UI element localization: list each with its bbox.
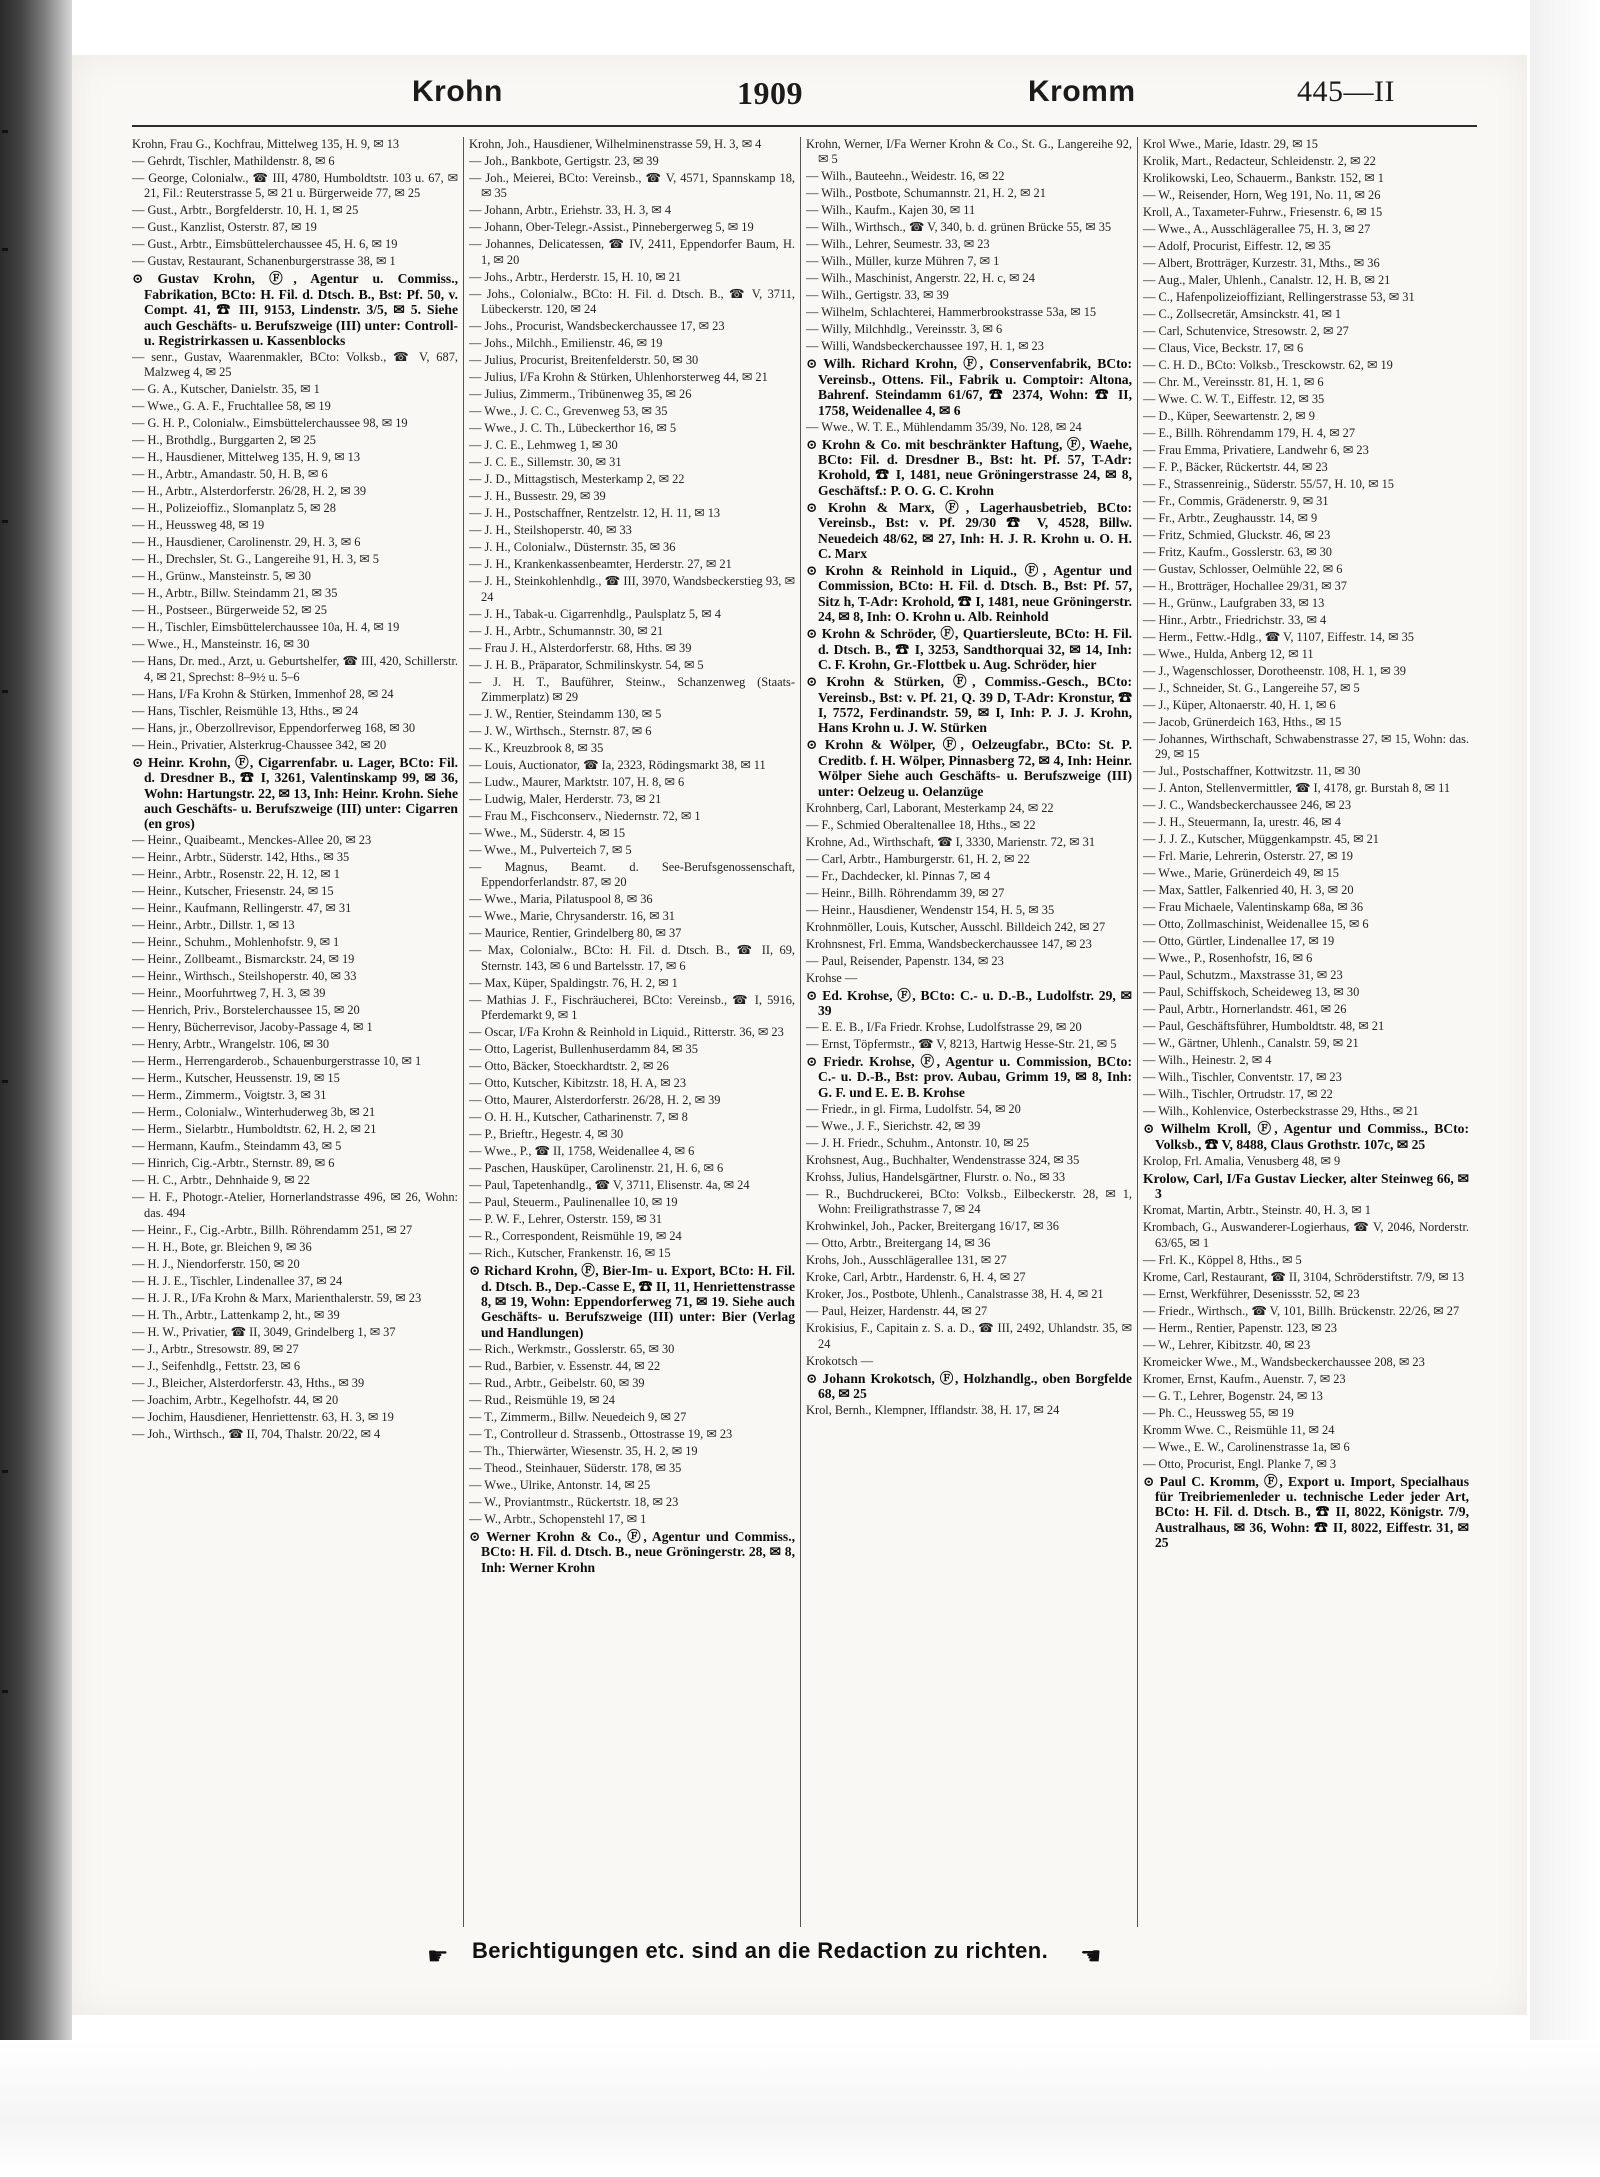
directory-entry: — Ernst, Werkführer, Desenissstr. 52, ✉ 23: [1143, 1286, 1360, 1301]
directory-entry: — Carl, Arbtr., Hamburgerstr. 61, H. 2, ✉ 22: [806, 851, 1030, 866]
directory-entry: — Wwe., M., Süderstr. 4, ✉ 15: [469, 826, 626, 841]
directory-entry: — Gust., Arbtr., Borgfelderstr. 10, H. 1, ✉ 25: [132, 203, 359, 218]
directory-entry: — Wwe., A., Ausschlägerallee 75, H. 3, ✉ 27: [1143, 222, 1371, 236]
firm-entry: ⊙ Paul C. Kromm, Ⓕ, Export u. Import, Specialhaus für Treibriemenleder u. technische Leder jeder Art, BCto: H. Fil. d. Dtsch. B., ☎ II, 8022, Königstr. 7/9, Australhaus, ✉ 36, Wohn: ☎ II, 8022, Eiffestr. 31, ✉ 25: [1143, 1473, 1469, 1551]
directory-entry: — Rud., Barbier, v. Essenstr. 44, ✉ 22: [469, 1358, 661, 1373]
directory-entry: — J. H., Bussestr. 29, ✉ 39: [469, 489, 606, 504]
directory-entry: — E., Billh. Röhrendamm 179, H. 4, ✉ 27: [1143, 426, 1356, 440]
directory-entry: — Wilh., Müller, kurze Mühren 7, ✉ 1: [806, 254, 1000, 269]
directory-entry: — Johannes, Wirthschaft, Schwabenstrasse 27, ✉ 15, Wohn: das. 29, ✉ 15: [1143, 732, 1469, 762]
directory-page: [72, 55, 1527, 2015]
directory-entry: Kromm Wwe. C., Reismühle 11, ✉ 24: [1143, 1422, 1335, 1437]
directory-entry: — F., Strassenreinig., Süderstr. 55/57, H. 10, ✉ 15: [1143, 477, 1394, 491]
directory-entry: — J. H. B., Präparator, Schmilinskystr. 54, ✉ 5: [469, 657, 704, 672]
directory-entry: — Paul, Tapetenhandlg., ☎ V, 3711, Elisenstr. 4a, ✉ 24: [469, 1178, 750, 1193]
directory-entry: Krome, Carl, Restaurant, ☎ II, 3104, Schröderstiftstr. 7/9, ✉ 13: [1143, 1269, 1465, 1284]
directory-entry: — Julius, I/Fa Krohn & Stürken, Uhlenhorsterweg 44, ✉ 21: [469, 370, 768, 385]
binding-mark: [2, 520, 8, 523]
directory-entry: Krohse —: [806, 970, 858, 985]
directory-entry: Kromer, Ernst, Kaufm., Auenstr. 7, ✉ 23: [1143, 1371, 1346, 1386]
directory-entry: — Ernst, Töpfermstr., ☎ V, 8213, Hartwig Hesse-Str. 21, ✉ 5: [806, 1036, 1117, 1051]
directory-entry: — Ludwig, Maler, Herderstr. 73, ✉ 21: [469, 792, 662, 807]
directory-entry: — H., Hausdiener, Carolinenstr. 29, H. 3, ✉ 6: [132, 535, 361, 550]
directory-entry: — J. W., Rentier, Steindamm 130, ✉ 5: [469, 707, 662, 722]
directory-entry: — Heinr., Arbtr., Süderstr. 142, Hths., ✉ 35: [132, 850, 350, 865]
directory-entry: Krombach, G., Auswanderer-Logierhaus, ☎ V, 2046, Norderstr. 63/65, ✉ 1: [1143, 1220, 1469, 1250]
directory-entry: — Wwe., P., ☎ II, 1758, Weidenallee 4, ✉ 6: [469, 1144, 695, 1159]
directory-entry: Krolikowski, Leo, Schauerm., Bankstr. 152, ✉ 1: [1143, 171, 1384, 185]
directory-entry: — Frau Emma, Privatiere, Landwehr 6, ✉ 23: [1143, 443, 1369, 457]
directory-entry: — Henry, Arbtr., Wrangelstr. 106, ✉ 30: [132, 1037, 330, 1052]
directory-entry: — J. H., Krankenkassenbeamter, Herderstr. 27, ✉ 21: [469, 557, 732, 572]
directory-entry: Krohs, Joh., Ausschlägerallee 131, ✉ 27: [806, 1253, 1007, 1268]
directory-columns: [132, 137, 1477, 1927]
directory-entry: — H. J., Niendorferstr. 150, ✉ 20: [132, 1256, 300, 1271]
firm-entry: ⊙ Krohn & Wölper, Ⓕ, Oelzeugfabr., BCto: St. P. Creditb. f. H. Wölper, Pinnasberg 72, ✉ 4, Inh: Heinr. Wölper Siehe auch Geschäfts- u. Berufszweige (III) unter: Oelzeug u. Oelanzüge: [806, 737, 1132, 799]
directory-entry: — Joh., Bankbote, Gertigstr. 23, ✉ 39: [469, 154, 659, 168]
firm-entry: ⊙ Ed. Krohse, Ⓕ, BCto: C.- u. D.-B., Ludolfstr. 29, ✉ 39: [806, 987, 1132, 1018]
directory-entry: — G. T., Lehrer, Bogenstr. 24, ✉ 13: [1143, 1388, 1323, 1403]
header-year: 1909: [737, 75, 803, 111]
page-number: 445—II: [1297, 75, 1395, 108]
directory-entry: — Herm., Sielarbtr., Humboldtstr. 62, H. 2, ✉ 21: [132, 1122, 377, 1137]
column-divider: [463, 137, 464, 1927]
directory-entry: — Wilh., Kaufm., Kajen 30, ✉ 11: [806, 203, 976, 218]
directory-entry: — Paschen, Hausküper, Carolinenstr. 21, H. 6, ✉ 6: [469, 1161, 724, 1176]
directory-entry: — J. Anton, Stellenvermittler, ☎ I, 4178, gr. Burstah 8, ✉ 11: [1143, 781, 1451, 796]
directory-entry: — Fr., Arbtr., Zeughausstr. 14, ✉ 9: [1143, 511, 1318, 525]
directory-entry: — G. H. P., Colonialw., Eimsbüttelerchaussee 98, ✉ 19: [132, 416, 408, 431]
firm-entry: ⊙ Johann Krokotsch, Ⓕ, Holzhandlg., oben Borgfelde 68, ✉ 25: [806, 1370, 1132, 1401]
directory-entry: — Wilh., Kohlenvice, Osterbeckstrasse 29, Hths., ✉ 21: [1143, 1104, 1419, 1119]
directory-entry: — Hein., Privatier, Alsterkrug-Chaussee 342, ✉ 20: [132, 737, 387, 752]
firm-entry: ⊙ Wilh. Richard Krohn, Ⓕ, Conservenfabrik, BCto: Vereinsb., Ottens. Fil., Fabrik u. Comptoir: Altona, Bahrenf. Steindamm 61/67, ☎ 2374, Wohn: ☎ II, 1758, Weidenallee 4, ✉ 6: [806, 356, 1132, 418]
directory-entry: — R., Correspondent, Reismühle 19, ✉ 24: [469, 1229, 682, 1244]
directory-entry: Krohnmöller, Louis, Kutscher, Ausschl. Billdeich 242, ✉ 27: [806, 919, 1106, 934]
directory-entry: — Gust., Arbtr., Eimsbüttelerchaussee 45, H. 6, ✉ 19: [132, 237, 398, 252]
directory-entry: — W., Lehrer, Kibitzstr. 40, ✉ 23: [1143, 1337, 1311, 1352]
header-rule: [132, 125, 1477, 127]
directory-entry: — Heinr., Billh. Röhrendamm 39, ✉ 27: [806, 885, 1005, 900]
firm-entry: ⊙ Krohn & Schröder, Ⓕ, Quartiersleute, BCto: H. Fil. d. Dtsch. B., ☎ I, 3253, Sandthorquai 32, ✉ 14, Inh: C. F. Krohn, Gr.-Flottbek u. Aug. Schröder, hier: [806, 626, 1132, 673]
directory-entry: — Herm., Zimmerm., Voigtstr. 3, ✉ 31: [132, 1088, 327, 1103]
directory-column-3: [806, 137, 1132, 1927]
footer-notice: Berichtigungen etc. sind an die Redaction zu richten.: [472, 1938, 1049, 1963]
directory-entry: — Wwe., Maria, Pilatuspool 8, ✉ 36: [469, 892, 653, 907]
directory-entry: — J. J. Z., Kutscher, Müggenkampstr. 45, ✉ 21: [1143, 832, 1379, 847]
directory-entry: — Otto, Gürtler, Lindenallee 17, ✉ 19: [1143, 934, 1335, 949]
binding-mark: [2, 1470, 8, 1473]
directory-entry: — H., Heussweg 48, ✉ 19: [132, 518, 265, 533]
directory-entry: — Julius, Zimmerm., Tribünenweg 35, ✉ 26: [469, 387, 692, 402]
directory-entry: — Fritz, Kaufm., Gosslerstr. 63, ✉ 30: [1143, 545, 1332, 559]
directory-entry: — Wwe., Ulrike, Antonstr. 14, ✉ 25: [469, 1477, 651, 1492]
directory-entry: Krokotsch —: [806, 1353, 874, 1368]
directory-entry: — W., Gärtner, Uhlenh., Canalstr. 59, ✉ 21: [1143, 1036, 1359, 1051]
directory-entry: — C., Zollsecretär, Amsinckstr. 41, ✉ 1: [1143, 307, 1342, 321]
scan-binding-edge: [0, 0, 72, 2177]
directory-entry: Krol, Bernh., Klempner, Ifflandstr. 38, H. 17, ✉ 24: [806, 1402, 1060, 1417]
directory-entry: — Heinr., Schuhm., Mohlenhofstr. 9, ✉ 1: [132, 935, 340, 950]
directory-entry: — Ludw., Maurer, Marktstr. 107, H. 8, ✉ 6: [469, 775, 685, 790]
directory-entry: — Hermann, Kaufm., Steindamm 43, ✉ 5: [132, 1139, 342, 1154]
directory-entry: — Hinrich, Cig.-Arbtr., Sternstr. 89, ✉ 6: [132, 1156, 335, 1171]
directory-entry: — Paul, Schutzm., Maxstrasse 31, ✉ 23: [1143, 968, 1343, 983]
directory-entry: — Fr., Commis, Grädenerstr. 9, ✉ 31: [1143, 494, 1329, 508]
directory-entry: Krohn, Frau G., Kochfrau, Mittelweg 135, H. 9, ✉ 13: [132, 137, 400, 151]
directory-entry: — F., Schmied Oberaltenallee 18, Hths., ✉ 22: [806, 817, 1036, 832]
directory-entry: — R., Buchdruckerei, BCto: Volksb., Eilbeckerstr. 28, ✉ 1, Wohn: Freiligrathstrasse 7, ✉ 24: [806, 1186, 1132, 1217]
directory-entry: — Gustav, Schlosser, Oelmühle 22, ✉ 6: [1143, 562, 1343, 576]
directory-entry: — Johs., Colonialw., BCto: H. Fil. d. Dtsch. B., ☎ V, 3711, Lübeckerstr. 120, ✉ 24: [469, 286, 795, 317]
directory-entry: — C., Hafenpolizeioffiziant, Rellingerstrasse 53, ✉ 31: [1143, 290, 1415, 304]
directory-entry: — Willi, Wandsbeckerchaussee 197, H. 1, ✉ 23: [806, 339, 1044, 354]
directory-entry: — Adolf, Procurist, Eiffestr. 12, ✉ 35: [1143, 239, 1331, 253]
directory-entry: — Aug., Maler, Uhlenh., Canalstr. 12, H. B, ✉ 21: [1143, 273, 1391, 287]
directory-entry: — H., Grünw., Laufgraben 33, ✉ 13: [1143, 596, 1325, 610]
directory-entry: — J. H. T., Bauführer, Steinw., Schanzenweg (Staats-Zimmerplatz) ✉ 29: [469, 674, 795, 705]
binding-mark: [2, 1080, 8, 1083]
directory-entry: — J. H., Tabak-u. Cigarrenhdlg., Paulsplatz 5, ✉ 4: [469, 606, 721, 621]
directory-entry: — Frl. K., Köppel 8, Hths., ✉ 5: [1143, 1252, 1302, 1267]
directory-entry: — C. H. D., BCto: Volksb., Tresckowstr. 62, ✉ 19: [1143, 358, 1393, 372]
binding-mark: [2, 1690, 8, 1693]
directory-entry: — Heinr., F., Cig.-Arbtr., Billh. Röhrendamm 251, ✉ 27: [132, 1222, 413, 1237]
directory-entry: Krohwinkel, Joh., Packer, Breitergang 16/17, ✉ 36: [806, 1219, 1059, 1234]
directory-entry: — Wwe., J. C. Th., Lübeckerthor 16, ✉ 5: [469, 421, 677, 436]
directory-entry: — J., Küper, Altonaerstr. 40, H. 1, ✉ 6: [1143, 698, 1336, 712]
directory-entry: — Willy, Milchhdlg., Vereinsstr. 3, ✉ 6: [806, 322, 1003, 337]
pointing-hand-right-icon: ☛: [427, 1942, 449, 1970]
directory-entry: — Jacob, Grünerdeich 163, Hths., ✉ 15: [1143, 715, 1342, 729]
directory-entry: — Heinr., Zollbeamt., Bismarckstr. 24, ✉ 19: [132, 952, 355, 967]
directory-entry: — J., Wagenschlosser, Dorotheenstr. 108, H. 1, ✉ 39: [1143, 664, 1406, 678]
directory-entry: — O. H. H., Kutscher, Catharinenstr. 7, ✉ 8: [469, 1110, 688, 1125]
firm-entry: Krolow, Carl, I/Fa Gustav Liecker, alter Steinweg 66, ✉ 3: [1143, 1170, 1469, 1202]
directory-entry: — W., Arbtr., Schopenstehl 17, ✉ 1: [469, 1511, 647, 1526]
directory-entry: — J. H., Steuermann, Ia, urestr. 46, ✉ 4: [1143, 815, 1341, 830]
directory-entry: — Rich., Kutscher, Frankenstr. 16, ✉ 15: [469, 1246, 671, 1261]
directory-entry: — Oscar, I/Fa Krohn & Reinhold in Liquid., Ritterstr. 36, ✉ 23: [469, 1025, 784, 1040]
directory-entry: — Wilh., Tischler, Conventstr. 17, ✉ 23: [1143, 1070, 1342, 1085]
directory-entry: — Julius, Procurist, Breitenfelderstr. 50, ✉ 30: [469, 353, 699, 368]
directory-entry: — Heinr., Kutscher, Friesenstr. 24, ✉ 15: [132, 884, 334, 899]
directory-entry: — Frau J. H., Alsterdorferstr. 68, Hths. ✉ 39: [469, 640, 692, 655]
directory-entry: — J. H., Postschaffner, Rentzelstr. 12, H. 11, ✉ 13: [469, 506, 721, 521]
directory-entry: — Wwe. C. W. T., Eiffestr. 12, ✉ 35: [1143, 392, 1325, 406]
directory-entry: — H., Hausdiener, Mittelweg 135, H. 9, ✉ 13: [132, 450, 361, 465]
directory-entry: — Rud., Arbtr., Geibelstr. 60, ✉ 39: [469, 1375, 645, 1390]
directory-entry: — J., Schneider, St. G., Langereihe 57, ✉ 5: [1143, 681, 1360, 695]
directory-entry: — Johs., Arbtr., Herderstr. 15, H. 10, ✉ 21: [469, 269, 682, 284]
directory-entry: — Heinr., Wirthsch., Steilshoperstr. 40, ✉ 33: [132, 969, 357, 984]
directory-entry: — H., Grünw., Mansteinstr. 5, ✉ 30: [132, 569, 311, 584]
firm-entry: ⊙ Krohn & Marx, Ⓕ, Lagerhausbetrieb, BCto: Vereinsb., Bst: v. Pf. 29/30 ☎ V, 4528, Billw. Neuedeich 48/62, ✉ 27, Inh: H. J. R. Krohn u. O. H. C. Marx: [806, 499, 1132, 562]
firm-entry: ⊙ Krohn & Reinhold in Liquid., Ⓕ, Agentur und Commission, BCto: H. Fil. d. Dtsch. B., Bst: Pf. 57, Sitz h, T-Adr: Krohold, ☎ I, 1481, neue Gröningerstr. 24, ✉ 8, Inh: O. Krohn u. Alb. Reinhold: [806, 563, 1132, 625]
binding-mark: [2, 130, 8, 133]
directory-entry: — Wilhelm, Schlachterei, Hammerbrookstrasse 53a, ✉ 15: [806, 305, 1097, 320]
directory-entry: — H. J. E., Tischler, Lindenallee 37, ✉ 24: [132, 1273, 343, 1288]
directory-entry: Krohnberg, Carl, Laborant, Mesterkamp 24, ✉ 22: [806, 800, 1054, 815]
column-divider: [1137, 137, 1138, 1927]
page-header: [72, 75, 1527, 119]
directory-entry: — Joh., Meierei, BCto: Vereinsb., ☎ V, 4571, Spannskamp 18, ✉ 35: [469, 171, 795, 201]
directory-entry: — Max, Küper, Spaldingstr. 76, H. 2, ✉ 1: [469, 975, 678, 990]
directory-entry: — F. P., Bäcker, Rückertstr. 44, ✉ 23: [1143, 460, 1328, 474]
directory-entry: — Otto, Zollmaschinist, Weidenallee 15, ✉ 6: [1143, 917, 1369, 932]
directory-entry: — Herm., Herrengarderob., Schauenburgerstrasse 10, ✉ 1: [132, 1054, 422, 1069]
directory-entry: — J. H. Friedr., Schuhm., Antonstr. 10, ✉ 25: [806, 1135, 1030, 1150]
firm-entry: ⊙ Krohn & Stürken, Ⓕ, Commiss.-Gesch., BCto: Vereinsb., Bst: v. Pf. 21, Q. 39 D, T-Adr: Kronstur, ☎ I, 7572, Ferdinandstr. 59, ✉ I, Inh: P. J. J. Krohn, Hans Krohn u. J. W. Stürken: [806, 674, 1132, 736]
directory-entry: — Chr. M., Vereinsstr. 81, H. 1, ✉ 6: [1143, 375, 1324, 389]
directory-entry: — J. C., Wandsbeckerchaussee 246, ✉ 23: [1143, 798, 1352, 813]
directory-entry: — Frau M., Fischconserv., Niedernstr. 72, ✉ 1: [469, 809, 701, 824]
directory-entry: — H. Th., Arbtr., Lattenkamp 2, ht., ✉ 39: [132, 1307, 340, 1322]
directory-entry: Krol Wwe., Marie, Idastr. 29, ✉ 15: [1143, 137, 1318, 151]
directory-entry: — Hinr., Arbtr., Friedrichstr. 33, ✉ 4: [1143, 613, 1327, 627]
directory-entry: — J. H., Arbtr., Schumannstr. 30, ✉ 21: [469, 623, 664, 638]
directory-entry: — Henrich, Priv., Borstelerchaussee 15, ✉ 20: [132, 1003, 360, 1018]
directory-entry: — Hans, Dr. med., Arzt, u. Geburtshelfer, ☎ III, 420, Schillerstr. 4, ✉ 21, Sprechst: 8–9½ u. 5–6: [132, 654, 458, 684]
directory-entry: — H. H., Bote, gr. Bleichen 9, ✉ 36: [132, 1239, 312, 1254]
header-right-name: Kromm: [1028, 75, 1136, 108]
binding-mark: [2, 248, 8, 251]
directory-entry: — Rich., Werkmstr., Gosslerstr. 65, ✉ 30: [469, 1341, 675, 1356]
directory-column-2: [469, 137, 795, 1927]
directory-entry: — Th., Thierwärter, Wiesenstr. 35, H. 2, ✉ 19: [469, 1443, 698, 1458]
directory-entry: — Johann, Arbtr., Eriehstr. 33, H. 3, ✉ 4: [469, 203, 672, 218]
directory-entry: — H., Arbtr., Amandastr. 50, H. B, ✉ 6: [132, 467, 328, 482]
directory-entry: — W., Proviantmstr., Rückertstr. 18, ✉ 23: [469, 1494, 679, 1509]
directory-entry: — Paul, Arbtr., Hornerlandstr. 461, ✉ 26: [1143, 1002, 1347, 1017]
directory-entry: — Gustav, Restaurant, Schanenburgerstrasse 38, ✉ 1: [132, 254, 396, 269]
directory-entry: — Wwe., P., Rosenhofstr, 16, ✉ 6: [1143, 951, 1313, 966]
directory-entry: — Theod., Steinhauer, Süderstr. 178, ✉ 35: [469, 1460, 682, 1475]
directory-entry: — Heinr., Moorfuhrtweg 7, H. 3, ✉ 39: [132, 986, 326, 1001]
directory-entry: — H., Arbtr., Billw. Steindamm 21, ✉ 35: [132, 586, 338, 601]
directory-entry: — Herm., Rentier, Papenstr. 123, ✉ 23: [1143, 1320, 1337, 1335]
directory-entry: — G. A., Kutscher, Danielstr. 35, ✉ 1: [132, 382, 320, 397]
directory-entry: — T., Zimmerm., Billw. Neuedeich 9, ✉ 27: [469, 1409, 687, 1424]
directory-entry: — Friedr., in gl. Firma, Ludolfstr. 54, ✉ 20: [806, 1101, 1021, 1116]
directory-entry: — Herm., Kutscher, Heussenstr. 19, ✉ 15: [132, 1071, 340, 1086]
directory-entry: — Louis, Auctionator, ☎ Ia, 2323, Rödingsmarkt 38, ✉ 11: [469, 758, 766, 773]
directory-entry: — H., Drechsler, St. G., Langereihe 91, H. 3, ✉ 5: [132, 552, 379, 567]
directory-entry: — Paul, Schiffskoch, Scheideweg 13, ✉ 30: [1143, 985, 1360, 1000]
directory-entry: — H., Brotträger, Hochallee 29/31, ✉ 37: [1143, 579, 1347, 593]
directory-column-4: [1143, 137, 1469, 1927]
directory-entry: — W., Reisender, Horn, Weg 191, No. 11, ✉ 26: [1143, 188, 1381, 202]
directory-entry: — Friedr., Wirthsch., ☎ V, 101, Billh. Brückenstr. 22/26, ✉ 27: [1143, 1303, 1460, 1318]
directory-entry: — Johannes, Delicatessen, ☎ IV, 2411, Eppendorfer Baum, H. 1, ✉ 20: [469, 237, 795, 267]
column-divider: [800, 137, 801, 1927]
directory-entry: — Otto, Kutscher, Kibitzstr. 18, H. A, ✉ 23: [469, 1076, 687, 1091]
directory-entry: — Otto, Maurer, Alsterdorferstr. 26/28, H. 2, ✉ 39: [469, 1093, 721, 1108]
directory-entry: — Ph. C., Heussweg 55, ✉ 19: [1143, 1405, 1294, 1420]
directory-entry: — H., Polizeioffiz., Slomanplatz 5, ✉ 28: [132, 501, 336, 516]
firm-entry: ⊙ Friedr. Krohse, Ⓕ, Agentur u. Commission, BCto: C.- u. D.-B., Bst: prov. Aubau, Grimm 19, ✉ 8, Inh: G. F. und E. E. B. Krohse: [806, 1053, 1132, 1100]
directory-entry: — H. J. R., I/Fa Krohn & Marx, Marienthalerstr. 59, ✉ 23: [132, 1290, 422, 1305]
directory-entry: — senr., Gustav, Waarenmakler, BCto: Volksb., ☎ V, 687, Malzweg 4, ✉ 25: [132, 350, 458, 380]
directory-entry: — J. H., Steinkohlenhdlg., ☎ III, 3970, Wandsbeckerstieg 93, ✉ 24: [469, 574, 795, 604]
directory-entry: — Wilh., Heinestr. 2, ✉ 4: [1143, 1053, 1272, 1068]
directory-entry: — Wilh., Postbote, Schumannstr. 21, H. 2, ✉ 21: [806, 186, 1046, 201]
directory-entry: — Wwe., E. W., Carolinenstrasse 1a, ✉ 6: [1143, 1439, 1350, 1454]
directory-entry: — E. E. B., I/Fa Friedr. Krohse, Ludolfstrasse 29, ✉ 20: [806, 1019, 1082, 1034]
directory-entry: — J. H., Colonialw., Düsternstr. 35, ✉ 36: [469, 540, 676, 555]
directory-entry: — Frl. Marie, Lehrerin, Osterstr. 27, ✉ 19: [1143, 849, 1353, 864]
directory-entry: — Max, Sattler, Falkenried 40, H. 3, ✉ 20: [1143, 883, 1354, 898]
directory-entry: — H., Tischler, Eimsbüttelerchaussee 10a, H. 4, ✉ 19: [132, 620, 400, 635]
directory-entry: — Wilh., Gertigstr. 33, ✉ 39: [806, 288, 949, 303]
firm-entry: ⊙ Gustav Krohn, Ⓕ, Agentur u. Commiss., Fabrikation, BCto: H. Fil. d. Dtsch. B., Bst: Pf. 50, v. Compt. 41, ☎ III, 9153, Lindenstr. 3/5, ✉ 5. Siehe auch Geschäfts- u. Berufszweige (III) unter: Controll- u. Registrirkassen u. Kassenblocks: [132, 271, 458, 349]
directory-entry: — Fritz, Schmied, Gluckstr. 46, ✉ 23: [1143, 528, 1331, 542]
scan-bottom-margin: [0, 2040, 1600, 2177]
directory-entry: — J. C. E., Lehmweg 1, ✉ 30: [469, 438, 618, 453]
directory-entry: — Jochim, Hausdiener, Henriettenstr. 63, H. 3, ✉ 19: [132, 1409, 394, 1424]
directory-entry: Kroker, Jos., Postbote, Uhlenh., Canalstrasse 38, H. 4, ✉ 21: [806, 1287, 1104, 1302]
directory-entry: Krolop, Frl. Amalia, Venusberg 48, ✉ 9: [1143, 1153, 1341, 1168]
directory-entry: — J. C. E., Sillemstr. 30, ✉ 31: [469, 455, 622, 470]
directory-entry: — P., Brieftr., Hegestr. 4, ✉ 30: [469, 1127, 624, 1142]
directory-entry: Krohn, Werner, I/Fa Werner Krohn & Co., St. G., Langereihe 92, ✉ 5: [806, 137, 1132, 167]
directory-entry: — Paul, Heizer, Hardenstr. 44, ✉ 27: [806, 1304, 988, 1319]
directory-entry: — Wilh., Wirthsch., ☎ V, 340, b. d. grünen Brücke 55, ✉ 35: [806, 220, 1112, 235]
directory-entry: — H. C., Arbtr., Dehnhaide 9, ✉ 22: [132, 1173, 310, 1188]
directory-entry: — Carl, Schutenvice, Stresowstr. 2, ✉ 27: [1143, 324, 1349, 338]
directory-entry: — Gehrdt, Tischler, Mathildenstr. 8, ✉ 6: [132, 154, 335, 168]
directory-entry: — Claus, Vice, Beckstr. 17, ✉ 6: [1143, 341, 1304, 355]
pointing-hand-left-icon: ☚: [1080, 1942, 1102, 1970]
directory-entry: — K., Kreuzbrook 8, ✉ 35: [469, 741, 604, 756]
directory-entry: — Wwe., M., Pulverteich 7, ✉ 5: [469, 843, 632, 858]
directory-entry: — Wwe., J. F., Sierichstr. 42, ✉ 39: [806, 1118, 981, 1133]
firm-entry: ⊙ Werner Krohn & Co., Ⓕ, Agentur und Commiss., BCto: H. Fil. d. Dtsch. B., neue Gröningerstr. 28, ✉ 8, Inh: Werner Krohn: [469, 1528, 795, 1575]
directory-entry: — Maurice, Rentier, Grindelberg 80, ✉ 37: [469, 926, 682, 941]
directory-entry: — Paul, Reisender, Papenstr. 134, ✉ 23: [806, 953, 1004, 968]
directory-entry: Kromeicker Wwe., M., Wandsbeckerchaussee 208, ✉ 23: [1143, 1354, 1425, 1369]
directory-entry: — H., Postseer., Bürgerweide 52, ✉ 25: [132, 603, 327, 618]
directory-entry: — Fr., Dachdecker, kl. Pinnas 7, ✉ 4: [806, 868, 991, 883]
directory-entry: — Albert, Brotträger, Kurzestr. 31, Mths., ✉ 36: [1143, 256, 1380, 270]
directory-entry: — Hans, Tischler, Reismühle 13, Hths., ✉ 24: [132, 703, 359, 718]
directory-entry: — T., Controlleur d. Strassenb., Ottostrasse 19, ✉ 23: [469, 1426, 733, 1441]
directory-entry: — Mathias J. F., Fischräucherei, BCto: Vereinsb., ☎ I, 5916, Pferdemarkt 9, ✉ 1: [469, 992, 795, 1023]
directory-entry: — Hans, jr., Oberzollrevisor, Eppendorferweg 168, ✉ 30: [132, 720, 416, 735]
directory-entry: — George, Colonialw., ☎ III, 4780, Humboldtstr. 103 u. 67, ✉ 21, Fil.: Reuterstrasse 5, ✉ 21 u. Bürgerweide 77, ✉ 25: [132, 171, 458, 201]
directory-entry: — H., Brothdlg., Burggarten 2, ✉ 25: [132, 433, 316, 448]
firm-entry: ⊙ Krohn & Co. mit beschränkter Haftung, Ⓕ, Waehe, BCto: Fil. d. Dresdner B., Bst: ht. Pf. 57, T-Adr: Krohold, ☎ I, 1481, neue Gröningerstrasse 24, ✉ 8, Geschäftsf.: P. O. G. C. Krohn: [806, 436, 1132, 498]
directory-entry: — Wilh., Lehrer, Seumestr. 33, ✉ 23: [806, 237, 990, 252]
directory-entry: — Heinr., Kaufmann, Rellingerstr. 47, ✉ 31: [132, 901, 352, 916]
directory-entry: — Gust., Kanzlist, Osterstr. 87, ✉ 19: [132, 220, 317, 235]
directory-entry: Krohss, Julius, Handelsgärtner, Flurstr. o. No., ✉ 33: [806, 1169, 1066, 1184]
directory-entry: — D., Küper, Seewartenstr. 2, ✉ 9: [1143, 409, 1315, 423]
directory-column-1: [132, 137, 458, 1927]
directory-entry: — J. H., Steilshoperstr. 40, ✉ 33: [469, 523, 632, 538]
directory-entry: — Max, Colonialw., BCto: H. Fil. d. Dtsch. B., ☎ II, 69, Sternstr. 143, ✉ 6 und Bartelsstr. 17, ✉ 6: [469, 943, 795, 973]
directory-entry: Kroke, Carl, Arbtr., Hardenstr. 6, H. 4, ✉ 27: [806, 1270, 1026, 1285]
directory-entry: — Paul, Geschäftsführer, Humboldtstr. 48, ✉ 21: [1143, 1019, 1385, 1034]
directory-entry: — Joh., Wirthsch., ☎ II, 704, Thalstr. 20/22, ✉ 4: [132, 1426, 381, 1441]
directory-entry: — Paul, Steuerm., Paulinenallee 10, ✉ 19: [469, 1195, 678, 1210]
directory-entry: — Jul., Postschaffner, Kottwitzstr. 11, ✉ 30: [1143, 764, 1361, 779]
directory-entry: — Wilh., Bauteehn., Weidestr. 16, ✉ 22: [806, 169, 1005, 184]
directory-entry: — H., Arbtr., Alsterdorferstr. 26/28, H. 2, ✉ 39: [132, 484, 367, 499]
directory-entry: — Hans, I/Fa Krohn & Stürken, Immenhof 28, ✉ 24: [132, 686, 394, 701]
directory-entry: — Wwe., Hulda, Anberg 12, ✉ 11: [1143, 647, 1314, 661]
firm-entry: ⊙ Heinr. Krohn, Ⓕ, Cigarrenfabr. u. Lager, BCto: Fil. d. Dresdner B., ☎ I, 3261, Valentinskamp 99, ✉ 36, Wohn: Hartungstr. 22, ✉ 13, Inh: Heinr. Krohn. Siehe auch Geschäfts- u. Berufszweige (III) unter: Cigarren (en gros): [132, 754, 458, 832]
header-left-name: Krohn: [412, 75, 503, 108]
directory-entry: — Heinr., Quaibeamt., Menckes-Allee 20, ✉ 23: [132, 833, 372, 848]
directory-entry: — Otto, Lagerist, Bullenhuserdamm 84, ✉ 35: [469, 1042, 698, 1057]
directory-entry: — Henry, Bücherrevisor, Jacoby-Passage 4, ✉ 1: [132, 1020, 373, 1035]
directory-entry: — Magnus, Beamt. d. See-Berufsgenossenschaft, Eppendorferlandstr. 87, ✉ 20: [469, 860, 795, 890]
directory-entry: — J. D., Mittagstisch, Mesterkamp 2, ✉ 22: [469, 472, 685, 487]
directory-entry: — J., Bleicher, Alsterdorferstr. 43, Hths., ✉ 39: [132, 1375, 365, 1390]
directory-entry: — Otto, Bäcker, Stoeckhardtstr. 2, ✉ 26: [469, 1059, 669, 1074]
directory-entry: — Frau Michaele, Valentinskamp 68a, ✉ 36: [1143, 900, 1364, 915]
directory-entry: — J., Arbtr., Stresowstr. 89, ✉ 27: [132, 1341, 299, 1356]
directory-entry: — Johann, Ober-Telegr.-Assist., Pinnebergerweg 5, ✉ 19: [469, 220, 754, 235]
directory-entry: — J., Seifenhdlg., Fettstr. 23, ✉ 6: [132, 1358, 301, 1373]
directory-entry: — Wwe., W. T. E., Mühlendamm 35/39, No. 128, ✉ 24: [806, 419, 1082, 434]
binding-mark: [2, 690, 8, 693]
directory-entry: — Otto, Procurist, Engl. Planke 7, ✉ 3: [1143, 1456, 1337, 1471]
directory-entry: — Heinr., Arbtr., Rosenstr. 22, H. 12, ✉ 1: [132, 867, 340, 882]
directory-entry: — Wilh., Maschinist, Angerstr. 22, H. c, ✉ 24: [806, 271, 1035, 286]
directory-entry: Krohsnest, Aug., Buchhalter, Wendenstrasse 324, ✉ 35: [806, 1152, 1080, 1167]
directory-entry: Kroll, A., Taxameter-Fuhrw., Friesenstr. 6, ✉ 15: [1143, 205, 1383, 219]
directory-entry: — Joachim, Arbtr., Kegelhofstr. 44, ✉ 20: [132, 1392, 339, 1407]
directory-entry: — Heinr., Arbtr., Dillstr. 1, ✉ 13: [132, 918, 295, 933]
directory-entry: — Wwe., H., Mansteinstr. 16, ✉ 30: [132, 637, 310, 652]
directory-entry: — Johs., Procurist, Wandsbeckerchaussee 17, ✉ 23: [469, 319, 725, 334]
directory-entry: — Johs., Milchh., Emilienstr. 46, ✉ 19: [469, 336, 663, 351]
directory-entry: — H. W., Privatier, ☎ II, 3049, Grindelberg 1, ✉ 37: [132, 1324, 396, 1339]
directory-entry: Krokisius, F., Capitain z. S. a. D., ☎ III, 2492, Uhlandstr. 35, ✉ 24: [806, 1321, 1132, 1351]
page-footer: [72, 1938, 1527, 1972]
directory-entry: — Heinr., Hausdiener, Wendenstr 154, H. 5, ✉ 35: [806, 902, 1055, 917]
directory-entry: Krohn, Joh., Hausdiener, Wilhelminenstrasse 59, H. 3, ✉ 4: [469, 137, 762, 151]
firm-entry: ⊙ Richard Krohn, Ⓕ, Bier-Im- u. Export, BCto: H. Fil. d. Dtsch. B., Dep.-Casse E, ☎ II, 11, Henriettenstrasse 8, ✉ 19, Wohn: Eppendorferweg 71, ✉ 19. Siehe auch Geschäfts- u. Berufszweige (III) unter: Bier (Verlag und Handlungen): [469, 1263, 795, 1340]
directory-entry: Krolik, Mart., Redacteur, Schleidenstr. 2, ✉ 22: [1143, 154, 1376, 168]
directory-entry: Kromat, Martin, Arbtr., Steinstr. 40, H. 3, ✉ 1: [1143, 1203, 1371, 1218]
directory-entry: — Wwe., G. A. F., Fruchtallee 58, ✉ 19: [132, 399, 331, 414]
directory-entry: — Herm., Colonialw., Winterhuderweg 3b, ✉ 21: [132, 1105, 376, 1120]
directory-entry: Krohnsnest, Frl. Emma, Wandsbeckerchaussee 147, ✉ 23: [806, 936, 1092, 951]
directory-entry: — Otto, Arbtr., Breitergang 14, ✉ 36: [806, 1236, 991, 1251]
directory-entry: — Wwe., Marie, Chrysanderstr. 16, ✉ 31: [469, 909, 675, 924]
directory-entry: — J. W., Wirthsch., Sternstr. 87, ✉ 6: [469, 724, 652, 739]
directory-entry: — Wilh., Tischler, Ortrudstr. 17, ✉ 22: [1143, 1087, 1333, 1102]
firm-entry: ⊙ Wilhelm Kroll, Ⓕ, Agentur und Commiss., BCto: Volksb., ☎ V, 8488, Claus Grothstr. 107c, ✉ 25: [1143, 1121, 1469, 1152]
scan-right-margin: [1530, 0, 1600, 2177]
directory-entry: — P. W. F., Lehrer, Osterstr. 159, ✉ 31: [469, 1212, 663, 1227]
directory-entry: — Rud., Reismühle 19, ✉ 24: [469, 1392, 615, 1407]
directory-entry: — Wwe., Marie, Grünerdeich 49, ✉ 15: [1143, 866, 1339, 881]
directory-entry: — H. F., Photogr.-Atelier, Hornerlandstrasse 496, ✉ 26, Wohn: das. 494: [132, 1190, 458, 1220]
directory-entry: — Wwe., J. C. C., Grevenweg 53, ✉ 35: [469, 404, 668, 419]
directory-entry: Krohne, Ad., Wirthschaft, ☎ I, 3330, Marienstr. 72, ✉ 31: [806, 834, 1096, 849]
directory-entry: — Herm., Fettw.-Hdlg., ☎ V, 1107, Eiffestr. 14, ✉ 35: [1143, 630, 1414, 644]
